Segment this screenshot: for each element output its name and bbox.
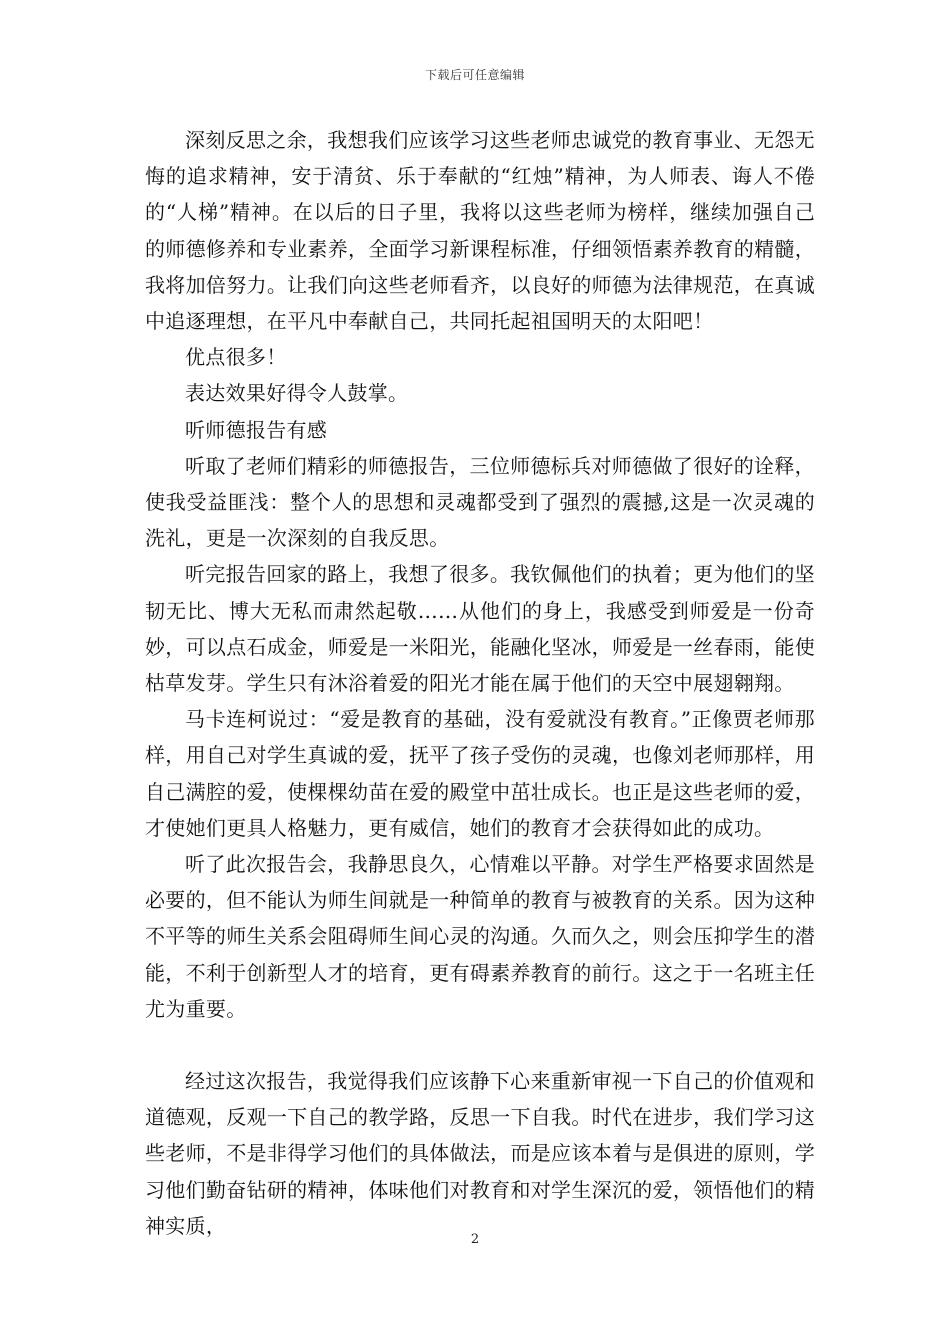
page-header-note: 下载后可任意编辑 [424,68,525,82]
paragraph-calm-reflection: 听了此次报告会，我静思良久，心情难以平静。对学生严格要求固然是必要的，但不能认为师生间就是一种简单的教育与被教育的关系。因为这种不平等的师生关系会阻碍师生间心灵的沟通。久而久之，则会压抑学生的潜能，不利于创新型人才的培育，更有碍素养教育的前行。这之于一名班主任尤为重要。 [145,852,815,1021]
page-number: 2 [470,1232,480,1247]
comment-many-merits: 优点很多！ [185,345,287,370]
section-title: 听师德报告有感 [185,417,328,442]
paragraph-makarenko: 马卡连柯说过：“爱是教育的基础，没有爱就没有教育。”正像贾老师那样，用自己对学生真诚的爱，抚平了孩子受伤的灵魂，也像刘老师那样，用自己满腔的爱，使棵棵幼苗在爱的殿堂中茁壮成长。也正是这些老师的爱，才使她们更具人格魅力，更有威信，她们的教育才会获得如此的成功。 [145,707,815,840]
comment-expression: 表达效果好得令人鼓掌。 [185,381,409,406]
paragraph-conclusion: 经过这次报告，我觉得我们应该静下心来重新审视一下自己的价值观和道德观，反观一下自己的教学路，反思一下自我。时代在进步，我们学习这些老师，不是非得学习他们的具体做法，而是应该本着与是俱进的原则，学习他们勤奋钻研的精神，体味他们对教育和对学生深沉的爱，领悟他们的精神实质， [145,1069,815,1238]
paragraph-report-intro: 听取了老师们精彩的师德报告，三位师德标兵对师德做了很好的诠释，使我受益匪浅：整个人的思想和灵魂都受到了强烈的震撼,这是一次灵魂的洗礼，更是一次深刻的自我反思。 [145,453,815,551]
paragraph-way-home: 听完报告回家的路上，我想了很多。我钦佩他们的执着；更为他们的坚韧无比、博大无私而肃然起敬……从他们的身上，我感受到师爱是一份奇妙，可以点石成金，师爱是一米阳光，能融化坚冰，师爱是一丝春雨，能使枯草发芽。学生只有沐浴着爱的阳光才能在属于他们的天空中展翅翱翔。 [145,562,815,696]
document-body [145,122,815,1244]
paragraph-reflection: 深刻反思之余，我想我们应该学习这些老师忠诚党的教育事业、无怨无悔的追求精神，安于清贫、乐于奉献的“红烛”精神，为人师表、诲人不倦的“人梯”精神。在以后的日子里，我将以这些老师为榜样，继续加强自己的师德修养和专业素养，全面学习新课程标准，仔细领悟素养教育的精髓，我将加倍努力。让我们向这些老师看齐，以良好的师德为法律规范，在真诚中追逐理想，在平凡中奉献自己，共同托起祖国明天的太阳吧！ [145,128,815,334]
